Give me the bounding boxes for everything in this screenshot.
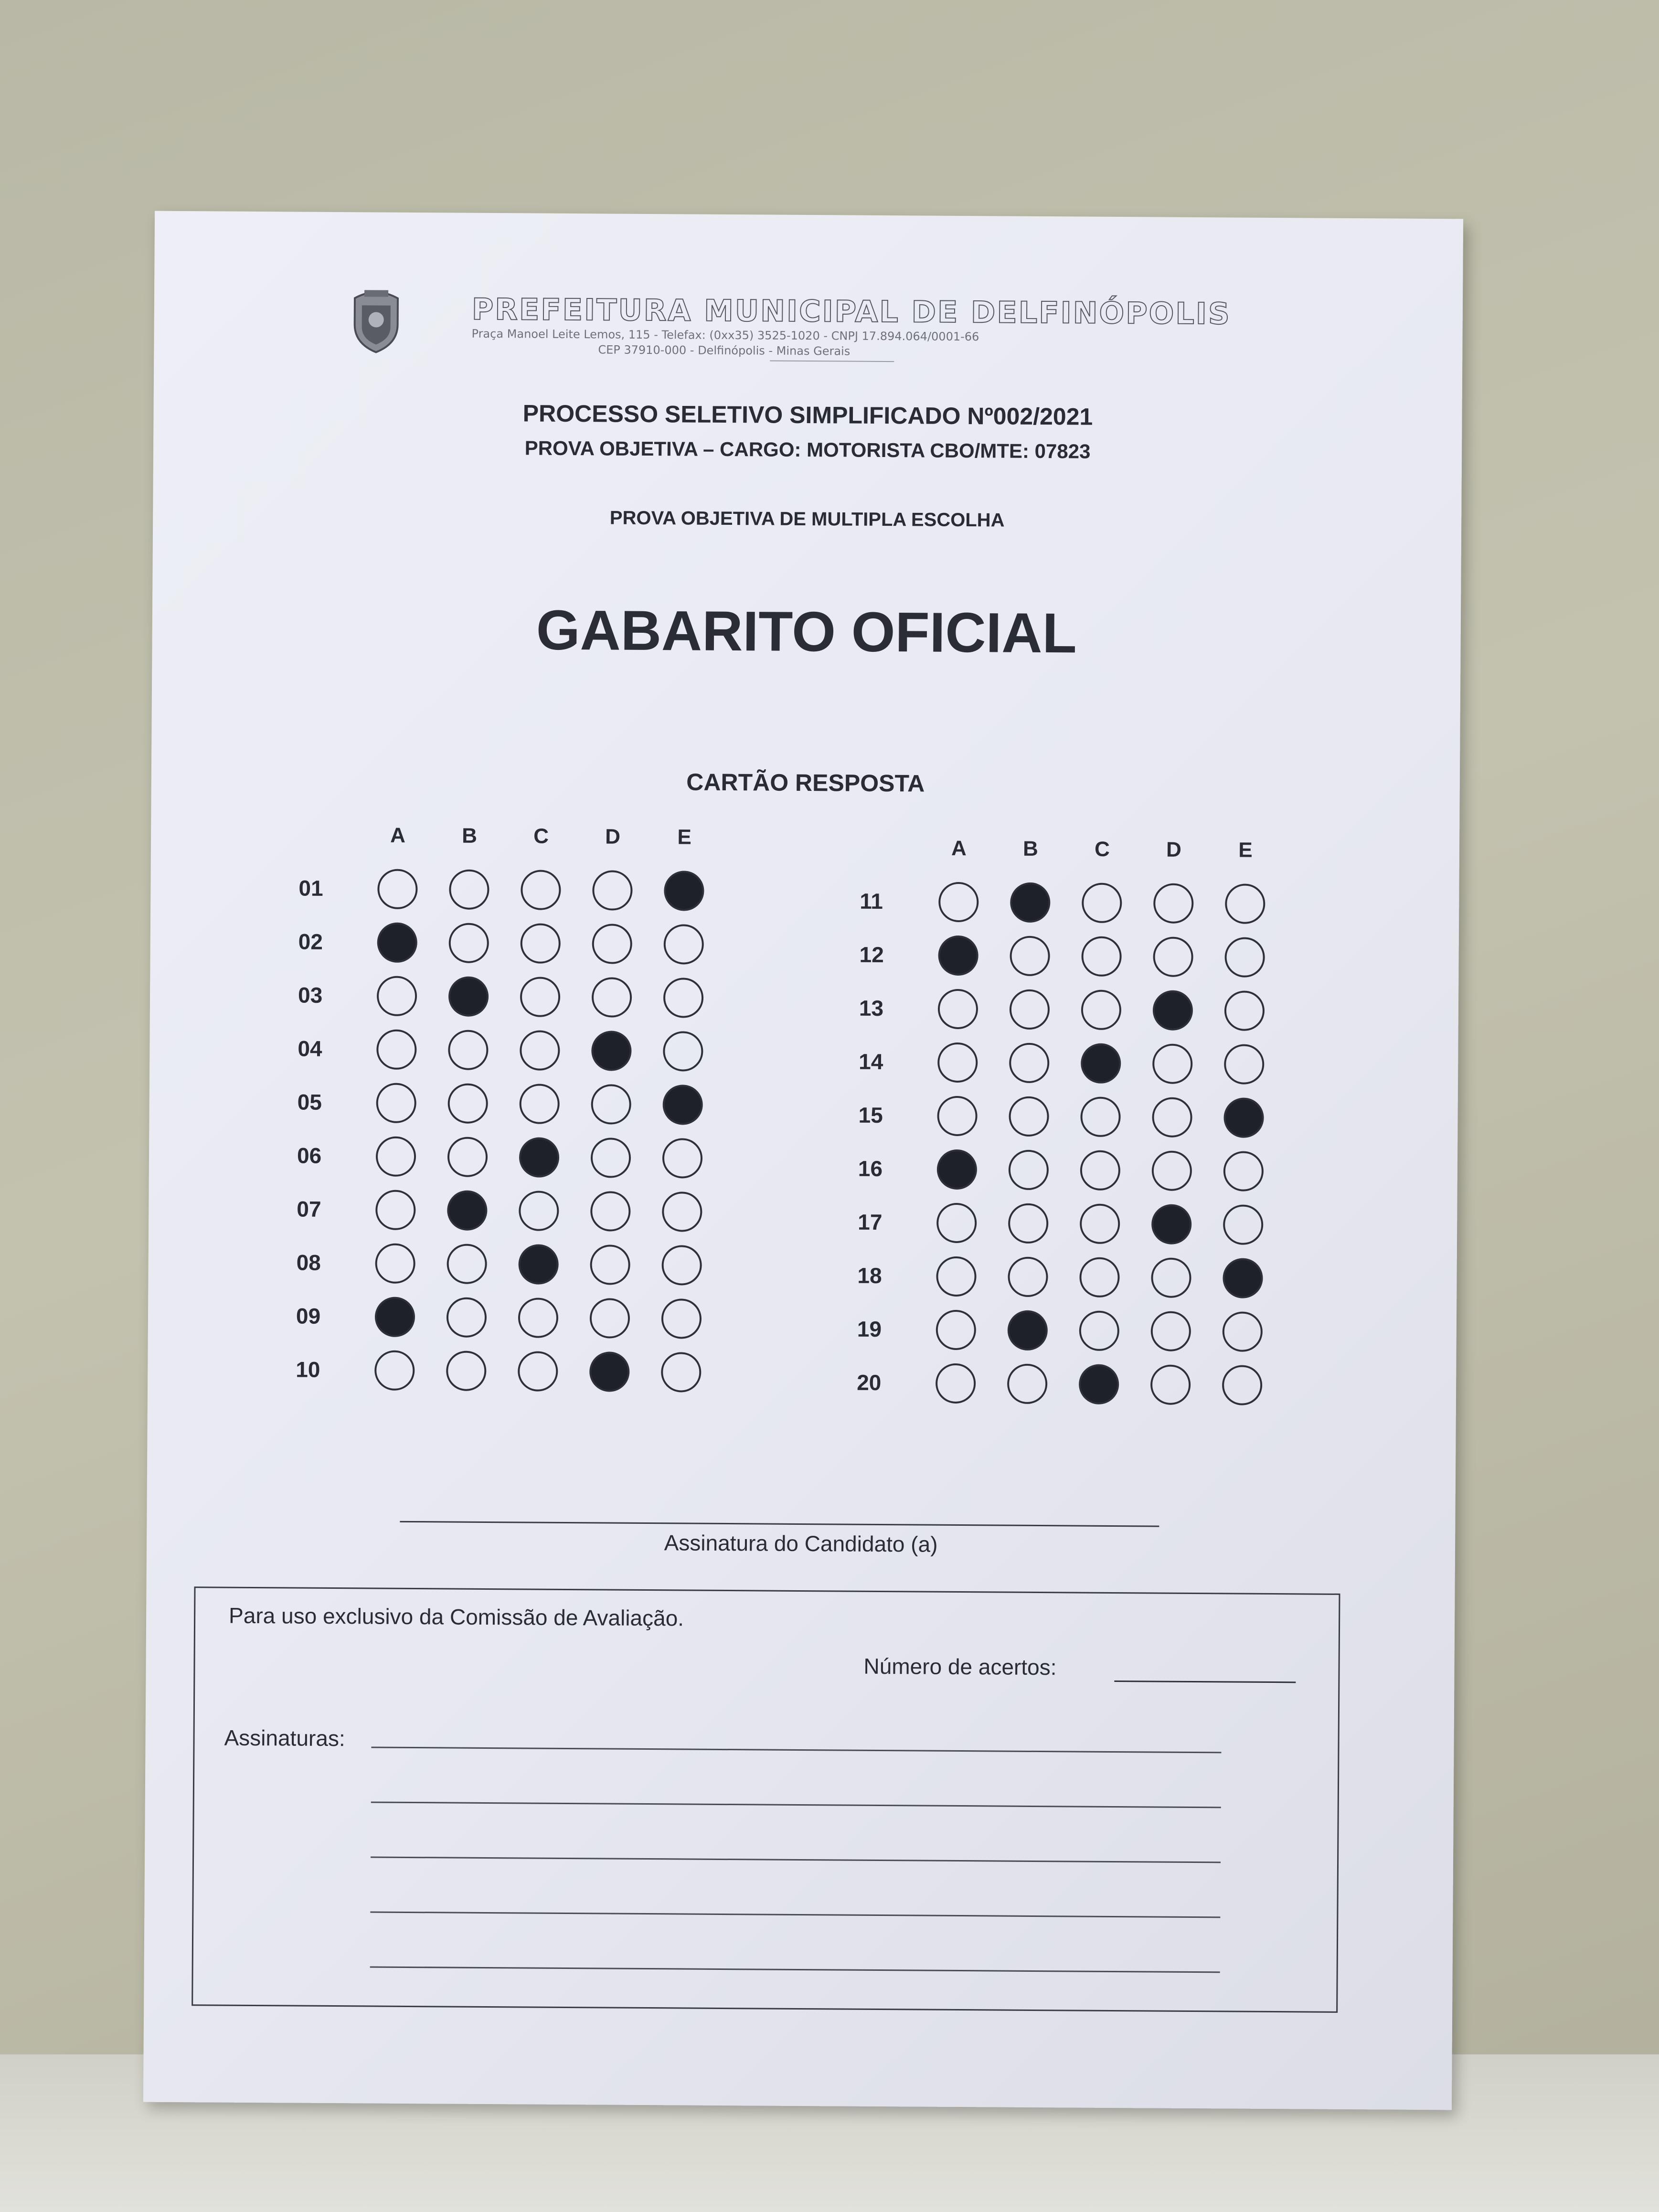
answer-card-title: CARTÃO RESPOSTA — [686, 768, 925, 797]
question-number: 19 — [857, 1316, 882, 1342]
question-number: 03 — [298, 982, 323, 1008]
answer-bubble-10-a — [374, 1351, 415, 1391]
answer-bubble-07-a — [375, 1190, 416, 1231]
commission-signature-line — [370, 1911, 1220, 1918]
answer-bubble-08-c — [518, 1244, 559, 1285]
question-number: 05 — [297, 1089, 322, 1115]
answer-bubble-18-c — [1079, 1257, 1120, 1298]
answer-bubble-20-a — [936, 1363, 976, 1404]
municipality-name: PREFEITURA MUNICIPAL DE DELFINÓPOLIS — [471, 291, 1231, 331]
answer-bubble-09-b — [447, 1297, 487, 1338]
answer-bubble-03-c — [520, 977, 561, 1017]
answer-bubble-12-c — [1081, 936, 1122, 977]
answer-bubble-12-b — [1010, 936, 1050, 977]
question-number: 13 — [859, 995, 884, 1021]
answer-bubble-09-a — [375, 1297, 415, 1338]
answer-bubble-15-d — [1152, 1097, 1192, 1138]
question-number: 02 — [298, 929, 323, 954]
answer-bubble-09-d — [590, 1298, 630, 1339]
answer-bubble-16-d — [1152, 1150, 1192, 1191]
commission-signature-line — [371, 1746, 1221, 1753]
answer-bubble-20-d — [1150, 1364, 1191, 1405]
process-title: PROCESSO SELETIVO SIMPLIFICADO Nº002/2021 — [522, 400, 1093, 430]
answer-bubble-11-a — [938, 882, 979, 923]
answer-bubble-16-c — [1080, 1150, 1121, 1191]
answer-bubble-01-a — [377, 869, 418, 910]
answer-bubble-08-e — [661, 1245, 702, 1286]
address-line-1: Praça Manoel Leite Lemos, 115 - Telefax: (0xx35) 3525-1020 - CNPJ 17.894.064/0001-66 — [471, 327, 979, 344]
question-number: 04 — [298, 1036, 322, 1061]
letterhead — [350, 286, 1257, 368]
answer-bubble-03-d — [592, 977, 632, 1018]
option-header-e: E — [677, 825, 691, 849]
answer-bubble-09-e — [661, 1298, 702, 1339]
answer-bubble-14-b — [1009, 1043, 1050, 1084]
answer-bubble-17-e — [1223, 1204, 1264, 1245]
answer-bubble-01-c — [521, 870, 561, 910]
answer-bubble-01-b — [449, 869, 489, 910]
answer-bubble-17-b — [1008, 1203, 1049, 1244]
question-number: 10 — [296, 1357, 320, 1382]
option-header-a: A — [951, 836, 967, 861]
score-label: Número de acertos: — [863, 1653, 1057, 1680]
option-header-d: D — [1166, 838, 1182, 861]
answer-bubble-03-e — [663, 978, 704, 1018]
question-number: 06 — [297, 1143, 322, 1168]
answer-bubble-19-e — [1223, 1311, 1263, 1352]
letterhead-divider — [770, 361, 894, 362]
question-number: 18 — [857, 1263, 882, 1288]
answer-bubble-17-d — [1151, 1204, 1192, 1244]
answer-bubble-12-d — [1153, 936, 1193, 977]
answer-bubble-07-e — [662, 1191, 702, 1232]
answer-bubble-15-b — [1009, 1096, 1049, 1137]
answer-bubble-10-c — [518, 1351, 558, 1392]
option-header-b: B — [462, 824, 478, 848]
answer-bubble-07-b — [447, 1190, 488, 1231]
option-header-c: C — [1094, 837, 1110, 861]
answer-bubble-07-c — [519, 1191, 559, 1231]
commission-text: Para uso exclusivo da Comissão de Avaliação. — [228, 1603, 684, 1631]
question-number: 08 — [296, 1250, 321, 1275]
answer-bubble-12-a — [938, 936, 978, 976]
question-number: 12 — [859, 942, 884, 968]
answer-bubble-17-c — [1080, 1204, 1120, 1244]
answer-bubble-02-b — [449, 923, 489, 963]
question-number: 17 — [858, 1209, 883, 1235]
answer-bubble-06-b — [447, 1137, 488, 1177]
answer-bubble-05-b — [447, 1083, 488, 1124]
answer-bubble-19-d — [1151, 1311, 1191, 1351]
answer-bubble-13-a — [938, 989, 978, 1030]
candidate-signature-label: Assinatura do Candidato (a) — [664, 1530, 938, 1557]
answer-bubble-10-b — [446, 1351, 487, 1391]
answer-bubble-06-e — [662, 1138, 703, 1179]
answer-bubble-08-b — [447, 1244, 487, 1284]
score-field-line — [1114, 1680, 1296, 1683]
answer-bubble-04-e — [663, 1031, 703, 1072]
answer-bubble-06-c — [519, 1137, 560, 1178]
commission-box — [191, 1586, 1340, 2013]
answer-bubble-20-b — [1007, 1364, 1048, 1404]
answer-sheet — [143, 211, 1463, 2110]
exam-type: PROVA OBJETIVA DE MULTIPLA ESCOLHA — [609, 507, 1005, 531]
answer-bubble-04-a — [376, 1030, 417, 1070]
address-line-2: CEP 37910-000 - Delfinópolis - Minas Gerais — [598, 343, 851, 358]
signatures-label: Assinaturas: — [224, 1725, 345, 1751]
answer-bubble-15-a — [937, 1096, 978, 1137]
answer-bubble-09-c — [518, 1297, 559, 1338]
answer-bubble-16-b — [1009, 1150, 1049, 1191]
answer-bubble-14-e — [1224, 1044, 1265, 1085]
option-header-d: D — [605, 825, 621, 849]
answer-bubble-16-e — [1223, 1151, 1264, 1191]
answer-bubble-14-c — [1081, 1043, 1121, 1084]
question-number: 15 — [858, 1102, 883, 1128]
answer-bubble-11-d — [1153, 883, 1194, 924]
answer-bubble-04-c — [520, 1030, 560, 1071]
answer-bubble-18-e — [1223, 1258, 1263, 1298]
option-header-a: A — [390, 823, 406, 847]
option-header-c: C — [533, 824, 549, 848]
answer-bubble-04-d — [591, 1031, 632, 1071]
answer-bubble-14-a — [937, 1042, 978, 1083]
answer-bubble-13-e — [1224, 990, 1265, 1031]
answer-bubble-18-a — [936, 1256, 977, 1297]
answer-bubble-06-d — [591, 1138, 631, 1178]
question-number: 14 — [859, 1049, 883, 1074]
answer-bubble-05-d — [591, 1084, 631, 1125]
question-number: 16 — [858, 1156, 883, 1181]
answer-bubble-19-b — [1008, 1310, 1048, 1351]
answer-bubble-03-a — [377, 976, 417, 1017]
answer-bubble-06-a — [376, 1137, 416, 1177]
answer-bubble-11-e — [1225, 883, 1266, 924]
option-header-e: E — [1238, 838, 1253, 862]
answer-bubble-11-c — [1082, 883, 1122, 924]
answer-bubble-18-b — [1008, 1257, 1048, 1297]
answer-bubble-13-c — [1081, 990, 1122, 1031]
answer-bubble-20-e — [1222, 1365, 1263, 1405]
answer-bubble-05-e — [662, 1085, 703, 1125]
commission-signature-line — [370, 1966, 1220, 1973]
candidate-signature-line — [400, 1521, 1159, 1527]
page-title: GABARITO OFICIAL — [536, 598, 1077, 665]
option-header-b: B — [1022, 837, 1039, 861]
answer-bubble-14-d — [1152, 1043, 1193, 1084]
answer-bubble-15-e — [1223, 1097, 1264, 1138]
answer-bubble-02-a — [377, 923, 418, 963]
commission-signature-line — [371, 1801, 1221, 1808]
answer-bubble-02-e — [664, 924, 704, 965]
answer-bubble-01-e — [664, 871, 704, 911]
answer-bubble-07-d — [590, 1191, 631, 1232]
answer-bubble-13-d — [1153, 990, 1193, 1031]
answer-bubble-10-e — [661, 1352, 702, 1393]
answer-bubble-01-d — [592, 870, 633, 911]
question-number: 07 — [297, 1196, 321, 1222]
answer-bubble-18-d — [1151, 1257, 1191, 1298]
answer-bubble-05-a — [376, 1083, 416, 1124]
answer-bubble-10-d — [589, 1351, 630, 1392]
question-number: 09 — [296, 1303, 321, 1329]
answer-bubble-19-a — [936, 1310, 977, 1351]
answer-bubble-08-a — [375, 1244, 415, 1284]
commission-signature-line — [371, 1856, 1221, 1863]
answer-bubble-04-b — [448, 1030, 489, 1070]
answer-bubble-15-c — [1080, 1097, 1121, 1138]
answer-bubble-17-a — [936, 1203, 977, 1244]
answer-bubble-03-b — [448, 976, 489, 1017]
exam-position: PROVA OBJETIVA – CARGO: MOTORISTA CBO/MTE: 07823 — [524, 436, 1091, 463]
answer-bubble-16-a — [937, 1149, 978, 1190]
answer-bubble-08-d — [590, 1244, 630, 1285]
answer-bubble-20-c — [1079, 1364, 1119, 1405]
answer-bubble-19-c — [1079, 1311, 1120, 1351]
answer-bubble-13-b — [1010, 989, 1050, 1030]
answer-bubble-12-e — [1224, 937, 1265, 978]
answer-bubble-05-c — [519, 1084, 560, 1124]
question-number: 11 — [860, 888, 883, 914]
answer-bubble-02-c — [521, 923, 561, 964]
municipal-crest-icon — [350, 286, 403, 353]
answer-bubble-11-b — [1010, 883, 1051, 923]
answer-bubble-02-d — [592, 924, 633, 964]
question-number: 01 — [298, 875, 323, 901]
question-number: 20 — [857, 1370, 882, 1395]
